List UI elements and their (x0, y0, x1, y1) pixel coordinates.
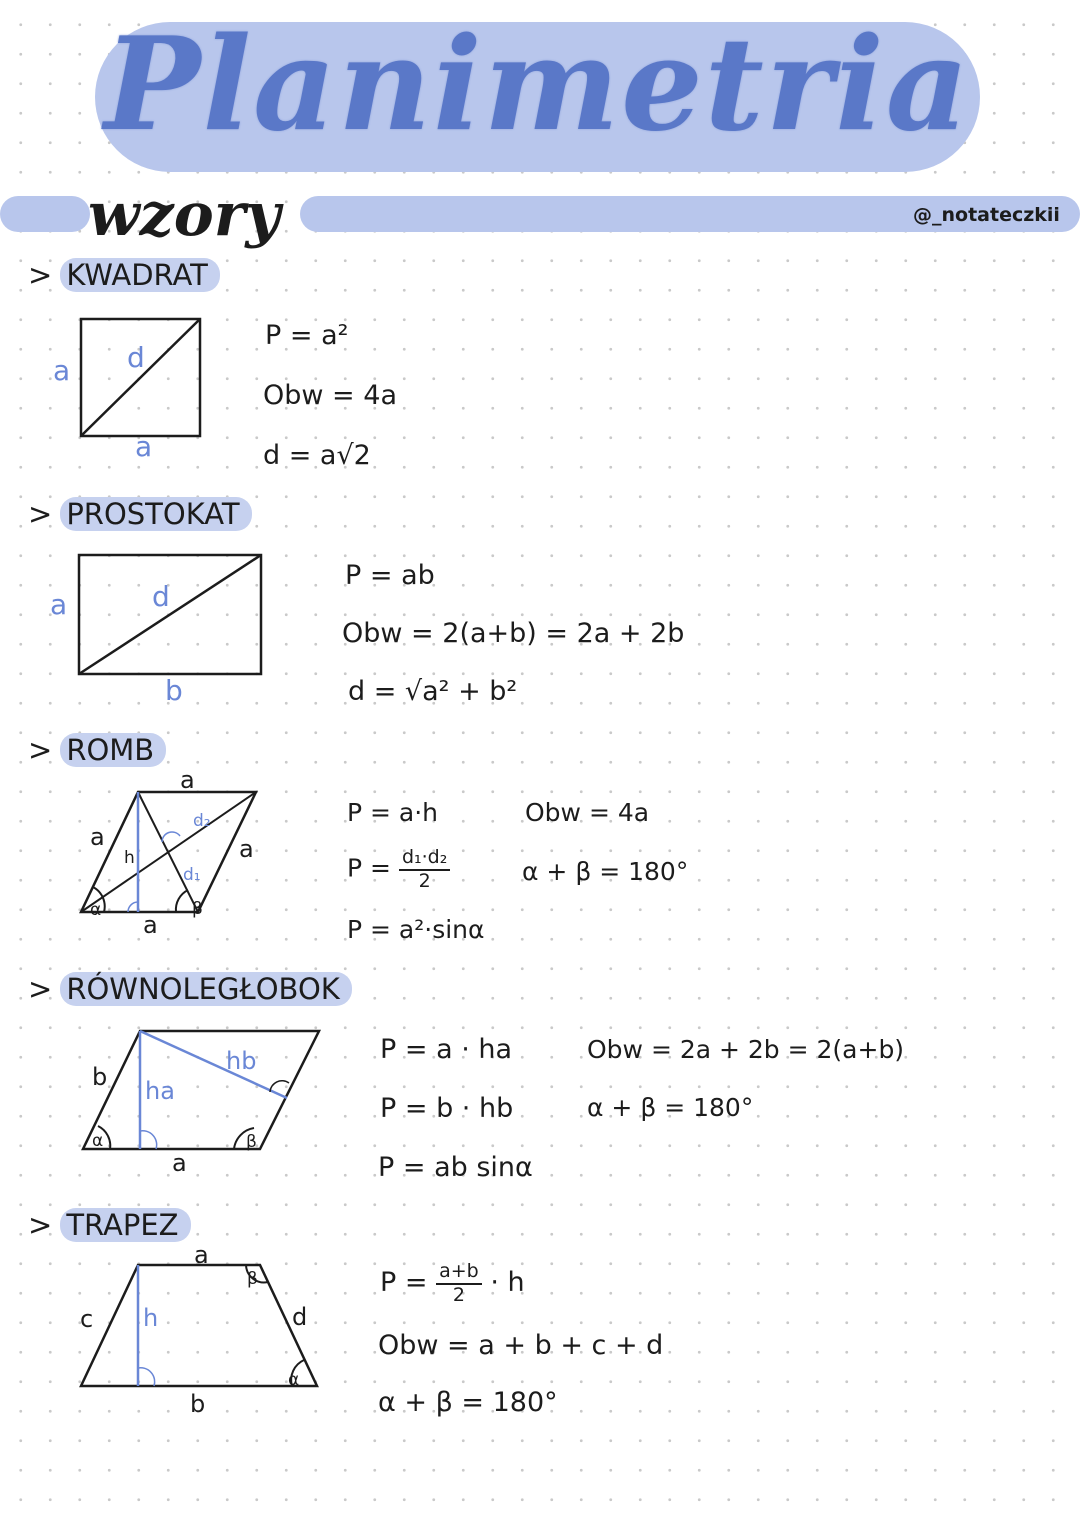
trapezoid-top-label: a (194, 1241, 209, 1269)
rhombus-left-label: a (90, 823, 105, 851)
parallelogram-ha-label: ha (145, 1077, 175, 1105)
rhombus-area-diagonals-formula: P = $\frac{\text{d₁·d₂}}{2}$ (347, 848, 450, 891)
section-heading-rownoleglobok: > RÓWNOLEGŁOBOK (28, 972, 364, 1006)
rhombus-d1-label: d₁ (183, 865, 201, 885)
parallelogram-side-label: b (92, 1063, 108, 1091)
rhombus-area-height-formula: P = a·h (347, 798, 439, 827)
rhombus-angles-formula: α + β = 180° (522, 857, 689, 886)
rhombus-perimeter-formula: Obw = 4a (525, 798, 650, 827)
rhombus-beta-label: β (192, 899, 203, 919)
square-diagonal-formula: d = a√2 (263, 440, 371, 471)
rectangle-side-label: a (50, 588, 68, 621)
square-bottom-label: a (135, 430, 153, 463)
square-figure (80, 318, 202, 438)
rectangle-diagonal-formula: d = √a² + b² (348, 676, 518, 707)
trapezoid-bottom-label: b (190, 1390, 206, 1418)
rhombus-d2-label: d₂ (193, 811, 211, 831)
square-side-label: a (53, 354, 71, 387)
subtitle: wzory (88, 180, 281, 250)
square-perimeter-formula: Obw = 4a (263, 380, 397, 411)
trapezoid-height-label: h (143, 1304, 159, 1332)
parallelogram-figure (82, 1030, 322, 1152)
trapezoid-angles-formula: α + β = 180° (378, 1387, 558, 1418)
parallelogram-area-b-formula: P = b · hb (380, 1093, 514, 1124)
rhombus-figure (80, 790, 260, 915)
parallelogram-hb-label: hb (226, 1047, 257, 1075)
square-diagonal-label: d (127, 341, 145, 374)
parallelogram-perimeter-formula: Obw = 2a + 2b = 2(a+b) (587, 1035, 905, 1064)
square-area-formula: P = a² (265, 320, 349, 351)
trapezoid-beta-label: β (247, 1269, 258, 1289)
rhombus-top-label: a (180, 766, 195, 794)
rhombus-alpha-label: α (90, 900, 102, 920)
trapezoid-perimeter-formula: Obw = a + b + c + d (378, 1330, 664, 1361)
rectangle-figure (78, 554, 263, 676)
section-heading-romb: > ROMB (28, 733, 178, 767)
rhombus-right-label: a (239, 835, 254, 863)
trapezoid-left-label: c (80, 1305, 94, 1333)
parallelogram-angles-formula: α + β = 180° (587, 1093, 754, 1122)
parallelogram-alpha-label: α (92, 1131, 104, 1151)
subtitle-stripe-left (0, 196, 90, 232)
page-title: Planimetria (104, 10, 971, 160)
rectangle-area-formula: P = ab (345, 560, 435, 591)
author-watermark: @_notateczkii (913, 204, 1060, 226)
trapezoid-area-formula: P = $\frac{a+b}{2}$ · h (380, 1260, 525, 1306)
trapezoid-right-label: d (292, 1303, 308, 1331)
trapezoid-alpha-label: α (288, 1370, 300, 1390)
rhombus-bottom-label: a (143, 911, 158, 939)
rhombus-area-sine-formula: P = a²·sinα (347, 915, 485, 944)
rectangle-diagonal-label: d (152, 580, 170, 613)
section-heading-trapez: > TRAPEZ (28, 1208, 203, 1242)
title-banner (95, 0, 985, 175)
parallelogram-bottom-label: a (172, 1149, 187, 1177)
parallelogram-area-sine-formula: P = ab sinα (378, 1152, 533, 1183)
rectangle-perimeter-formula: Obw = 2(a+b) = 2a + 2b (342, 618, 685, 649)
rectangle-bottom-label: b (165, 674, 183, 707)
trapezoid-figure (80, 1264, 320, 1389)
parallelogram-beta-label: β (246, 1132, 257, 1152)
section-heading-kwadrat: > KWADRAT (28, 258, 232, 292)
rhombus-height-label: h (124, 848, 135, 868)
parallelogram-area-a-formula: P = a · ha (380, 1034, 513, 1065)
section-heading-prostokat: > PROSTOKAT (28, 497, 264, 531)
